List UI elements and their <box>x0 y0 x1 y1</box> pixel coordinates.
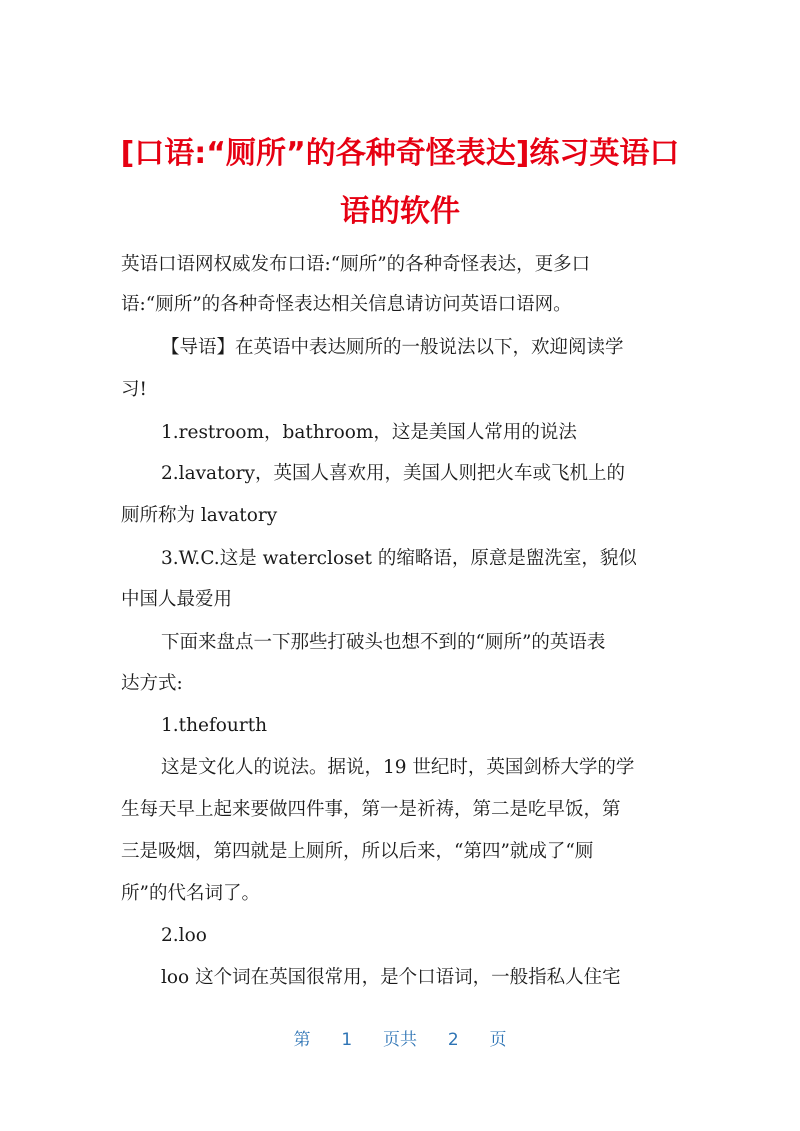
document-title-line-2: 语的软件 <box>340 194 460 229</box>
body-line: 这是文化人的说法。据说，19 世纪时，英国剑桥大学的学 <box>161 757 635 778</box>
body-line: 3.W.C.这是 watercloset 的缩略语，原意是盥洗室，貌似 <box>161 548 637 569</box>
page-footer <box>0 1028 800 1052</box>
body-line: 1.thefourth <box>161 715 268 736</box>
body-line: 生每天早上起来要做四件事，第一是祈祷，第二是吃早饭，第 <box>121 799 621 820</box>
body-line: loo 这个词在英国很常用，是个口语词，一般指私人住宅 <box>161 967 621 988</box>
body-line: 【导语】在英语中表达厕所的一般说法以下，欢迎阅读学 <box>161 337 624 358</box>
body-line: 2.loo <box>161 925 207 946</box>
footer-mid-label: 页共 <box>383 1030 417 1050</box>
body-line: 厕所称为 lavatory <box>121 505 278 526</box>
body-line: 达方式: <box>121 673 183 694</box>
body-line: 英语口语网权威发布口语:“厕所”的各种奇怪表达，更多口 <box>121 254 591 275</box>
footer-page-number: 1 <box>341 1030 353 1050</box>
footer-total-pages: 2 <box>447 1030 459 1050</box>
body-line: 习! <box>121 379 147 400</box>
body-line: 1.restroom，bathroom，这是美国人常用的说法 <box>161 422 577 443</box>
body-line: 下面来盘点一下那些打破头也想不到的“厕所”的英语表 <box>161 632 606 653</box>
footer-page-label: 第 <box>293 1030 311 1050</box>
footer-end-label: 页 <box>489 1030 507 1050</box>
body-line: 所”的代名词了。 <box>121 883 260 904</box>
body-line: 三是吸烟，第四就是上厕所，所以后来，“第四”就成了“厕 <box>121 841 594 862</box>
body-line: 中国人最爱用 <box>121 589 233 610</box>
body-line: 2.lavatory，英国人喜欢用，美国人则把火车或飞机上的 <box>161 463 625 484</box>
document-title-line-1: [口语:“厕所”的各种奇怪表达]练习英语口 <box>120 136 680 171</box>
body-line: 语:“厕所”的各种奇怪表达相关信息请访问英语口语网。 <box>121 294 572 315</box>
